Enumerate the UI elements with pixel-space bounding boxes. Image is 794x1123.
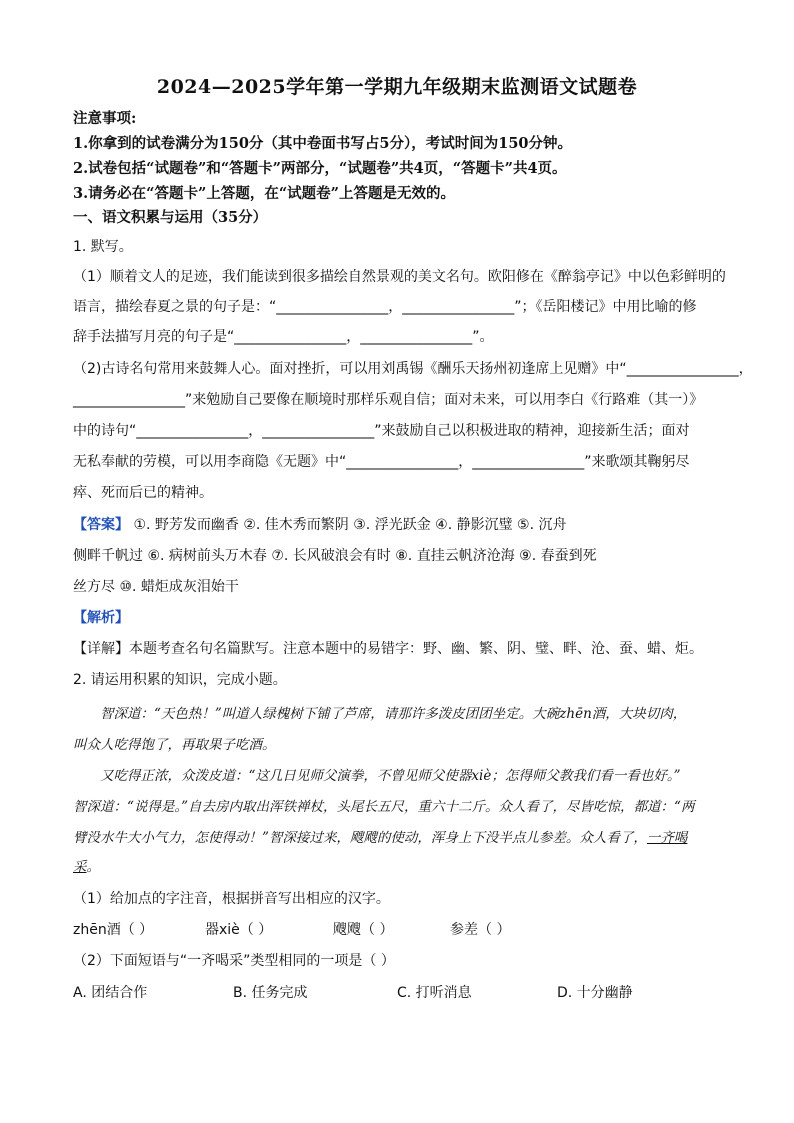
notice-item-3: 3.请务必在“答题卡”上答题，在“试题卷”上答题是无效的。 xyxy=(73,185,455,202)
q1-part2-line4: 无私奉献的劳模，可以用李商隐《无题》中“________________，________________”来歌颂其鞠躬尽 xyxy=(73,454,690,470)
q1-part2-line2: ________________”来勉励自己要像在顺境时那样乐观自信；面对未来，可以用李白《行路难（其一）》 xyxy=(73,392,704,408)
option-d: D. 十分幽静 xyxy=(557,985,633,1001)
sub-question-1: （1）给加点的字注音，根据拼音写出相应的汉字。 xyxy=(73,891,390,907)
passage-underline-cai: 采 xyxy=(73,859,87,875)
detail-text: 【详解】本题考查名句名篇默写。注意本题中的易错字：野、幽、繁、阴、璧、畔、沧、蚕、蜡、炬。 xyxy=(73,641,703,657)
passage-line-4: 智深道：“说得是。”自去房内取出浑铁禅杖，头尾长五尺，重六十二斤。众人看了，尽皆吃惊，都道：“两 xyxy=(73,799,695,815)
passage-line-5 xyxy=(73,826,687,846)
answer-line-1 xyxy=(73,514,567,534)
answer-line-3: 丝方尽 ⑩. 蜡炬成灰泪始干 xyxy=(73,579,239,595)
q1-part2-line3: 中的诗句“________________，________________”来鼓励自己以积极进取的精神，迎接新生活；面对 xyxy=(73,423,690,439)
question-1-title: 1. 默写。 xyxy=(73,239,133,255)
passage-line-1: 智深道：“天色热！”叫道人绿槐树下铺了芦席，请那许多泼皮团团坐定。大碗zhēn酒，大块切肉， xyxy=(100,706,687,722)
sub1-item-cenci: 参差（ ） xyxy=(450,922,511,938)
sub1-item-xie: 器xiè（ ） xyxy=(205,922,273,938)
passage-underline-yiqihe: 一齐喝 xyxy=(646,830,688,846)
analysis-label: 【解析】 xyxy=(73,610,129,626)
q1-part1-line1: （1）顺着文人的足迹，我们能读到很多描绘自然景观的美文名句。欧阳修在《醉翁亭记》中以色彩鲜明的 xyxy=(73,269,726,285)
notice-item-2: 2.试卷包括“试题卷”和“答题卡”两部分，“试题卷”共4页，“答题卡”共4页。 xyxy=(73,160,567,177)
passage-period: 。 xyxy=(86,859,100,875)
q1-part1-line2: 语言，描绘春夏之景的句子是：“________________，________________”；《岳阳楼记》中用比喻的修 xyxy=(73,299,697,315)
q1-part1-line3: 辞手法描写月亮的句子是“________________，________________”。 xyxy=(73,329,494,345)
answer-label: 【答案】 xyxy=(73,517,129,533)
sub1-item-sousou: 飕飕（ ） xyxy=(333,922,394,938)
option-b: B. 任务完成 xyxy=(233,985,308,1001)
option-c: C. 打听消息 xyxy=(397,985,472,1001)
answer-text-1: ①. 野芳发而幽香 ②. 佳木秀而繁阴 ③. 浮光跃金 ④. 静影沉璧 ⑤. 沉舟 xyxy=(133,517,567,533)
page-title: 2024—2025学年第一学期九年级期末监测语文试题卷 xyxy=(156,76,638,98)
q1-part2-line5: 瘁、死而后已的精神。 xyxy=(73,485,213,501)
sub-question-2: （2）下面短语与“一齐喝采”类型相同的一项是（ ） xyxy=(73,953,395,969)
passage-line-6 xyxy=(73,855,100,875)
passage-line-2: 叫众人吃得饱了，再取果子吃酒。 xyxy=(73,737,276,753)
q1-part2-line1: （2)古诗名句常用来鼓舞人心。面对挫折，可以用刘禹锡《酬乐天扬州初逢席上见赠》中“________________， xyxy=(73,361,753,377)
notice-item-1: 1.你拿到的试卷满分为150分（其中卷面书写占5分），考试时间为150分钟。 xyxy=(73,135,573,152)
notice-heading: 注意事项: xyxy=(73,110,137,127)
option-a: A. 团结合作 xyxy=(73,985,148,1001)
passage-line-3: 又吃得正浓，众泼皮道：“这几日见师父演拳，不曾见师父使器xiè；怎得师父教我们看一看也好。” xyxy=(100,768,681,784)
question-2-title: 2. 请运用积累的知识，完成小题。 xyxy=(73,672,287,688)
sub1-item-zhen: zhēn酒（ ） xyxy=(73,922,154,938)
passage-line-5-text: 臂没水牛大小气力，怎使得动！”智深接过来，飕飕的使动，浑身上下没半点儿参差。众人看了， xyxy=(73,830,647,846)
answer-line-2: 侧畔千帆过 ⑥. 病树前头万木春 ⑦. 长风破浪会有时 ⑧. 直挂云帆济沧海 ⑨. 春蚕到死 xyxy=(73,548,597,564)
section-heading: 一、语文积累与运用（35分） xyxy=(73,209,268,226)
